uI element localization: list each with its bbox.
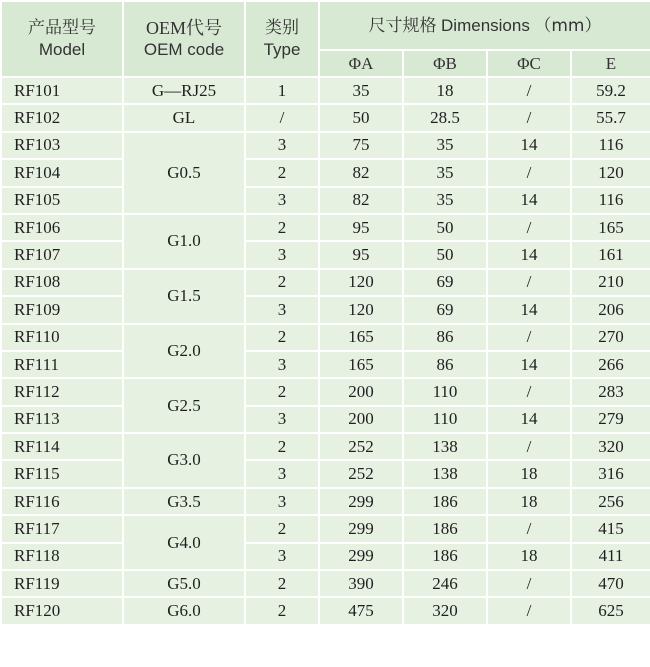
table-row: [1, 241, 650, 268]
cell-phi-b: 138: [403, 433, 487, 460]
cell-type: 1: [245, 77, 319, 104]
cell-model: RF104: [1, 159, 123, 186]
cell-type: 3: [245, 241, 319, 268]
header-type-en: Type: [263, 40, 301, 59]
cell-oem-code: GL: [123, 104, 245, 131]
cell-phi-b: 28.5: [403, 104, 487, 131]
cell-phi-c: /: [487, 159, 571, 186]
cell-oem-code: G1.5: [123, 269, 245, 324]
table-row: [1, 406, 650, 433]
header-model: [1, 1, 123, 77]
cell-e: 625: [571, 597, 650, 624]
cell-model: RF120: [1, 597, 123, 624]
cell-phi-c: 14: [487, 241, 571, 268]
table-row: [1, 132, 650, 159]
cell-phi-a: 82: [319, 187, 403, 214]
cell-phi-a: 165: [319, 324, 403, 351]
cell-phi-a: 120: [319, 296, 403, 323]
cell-model: RF118: [1, 543, 123, 570]
cell-phi-c: /: [487, 570, 571, 597]
cell-model: RF107: [1, 241, 123, 268]
cell-phi-a: 200: [319, 378, 403, 405]
table-row: [1, 488, 650, 515]
table-row: [1, 324, 650, 351]
cell-e: 120: [571, 159, 650, 186]
cell-e: 316: [571, 460, 650, 487]
cell-phi-b: 50: [403, 214, 487, 241]
cell-model: RF119: [1, 570, 123, 597]
cell-type: 3: [245, 187, 319, 214]
cell-phi-c: 14: [487, 132, 571, 159]
table-row: [1, 104, 650, 131]
cell-phi-b: 138: [403, 460, 487, 487]
cell-phi-a: 75: [319, 132, 403, 159]
table-body: [1, 77, 650, 625]
cell-type: 3: [245, 296, 319, 323]
cell-model: RF115: [1, 460, 123, 487]
cell-type: 2: [245, 159, 319, 186]
cell-phi-a: 165: [319, 351, 403, 378]
cell-oem-code: G2.5: [123, 378, 245, 433]
cell-e: 165: [571, 214, 650, 241]
table-row: [1, 214, 650, 241]
cell-model: RF111: [1, 351, 123, 378]
cell-oem-code: G6.0: [123, 597, 245, 624]
header-oem-cn: OEM代号: [146, 18, 222, 38]
cell-phi-b: 186: [403, 515, 487, 542]
cell-type: 3: [245, 406, 319, 433]
cell-phi-c: /: [487, 378, 571, 405]
cell-model: RF108: [1, 269, 123, 296]
cell-model: RF113: [1, 406, 123, 433]
cell-type: 2: [245, 515, 319, 542]
header-dimensions-unit: （mm）: [534, 16, 602, 37]
cell-type: 3: [245, 351, 319, 378]
header-model-cn: 产品型号: [28, 18, 96, 38]
header-type-cn: 类别: [265, 18, 299, 38]
cell-model: RF114: [1, 433, 123, 460]
table-row: [1, 296, 650, 323]
cell-e: 206: [571, 296, 650, 323]
cell-model: RF103: [1, 132, 123, 159]
header-type: [245, 1, 319, 77]
cell-type: /: [245, 104, 319, 131]
cell-phi-c: /: [487, 269, 571, 296]
cell-phi-a: 95: [319, 241, 403, 268]
cell-type: 3: [245, 543, 319, 570]
cell-phi-a: 475: [319, 597, 403, 624]
cell-phi-c: 18: [487, 543, 571, 570]
cell-e: 116: [571, 132, 650, 159]
cell-e: 266: [571, 351, 650, 378]
cell-phi-a: 299: [319, 543, 403, 570]
table-row: [1, 433, 650, 460]
cell-phi-c: 14: [487, 351, 571, 378]
cell-e: 470: [571, 570, 650, 597]
header-oem-en: OEM code: [143, 40, 225, 59]
table-row: [1, 597, 650, 624]
cell-type: 3: [245, 460, 319, 487]
cell-type: 2: [245, 378, 319, 405]
header-phi-a: ΦA: [319, 50, 403, 77]
cell-phi-b: 69: [403, 269, 487, 296]
cell-phi-a: 390: [319, 570, 403, 597]
table-row: [1, 77, 650, 104]
cell-model: RF117: [1, 515, 123, 542]
cell-model: RF105: [1, 187, 123, 214]
cell-e: 55.7: [571, 104, 650, 131]
cell-phi-a: 50: [319, 104, 403, 131]
cell-model: RF106: [1, 214, 123, 241]
cell-phi-c: /: [487, 324, 571, 351]
cell-e: 161: [571, 241, 650, 268]
cell-model: RF112: [1, 378, 123, 405]
cell-type: 3: [245, 132, 319, 159]
header-dimensions: [319, 1, 650, 50]
cell-phi-a: 200: [319, 406, 403, 433]
cell-oem-code: G2.0: [123, 324, 245, 379]
table-row: [1, 570, 650, 597]
cell-model: RF101: [1, 77, 123, 104]
cell-phi-a: 120: [319, 269, 403, 296]
cell-e: 116: [571, 187, 650, 214]
cell-phi-b: 110: [403, 378, 487, 405]
cell-type: 2: [245, 597, 319, 624]
cell-e: 320: [571, 433, 650, 460]
cell-phi-c: /: [487, 214, 571, 241]
cell-phi-a: 35: [319, 77, 403, 104]
cell-e: 256: [571, 488, 650, 515]
cell-phi-b: 35: [403, 132, 487, 159]
cell-phi-b: 246: [403, 570, 487, 597]
header-phi-c: ΦC: [487, 50, 571, 77]
table-row: [1, 187, 650, 214]
table-row: [1, 378, 650, 405]
cell-phi-b: 320: [403, 597, 487, 624]
table-row: [1, 269, 650, 296]
cell-phi-c: 14: [487, 187, 571, 214]
cell-phi-c: /: [487, 104, 571, 131]
cell-type: 2: [245, 269, 319, 296]
cell-phi-c: 14: [487, 296, 571, 323]
cell-phi-c: /: [487, 77, 571, 104]
cell-e: 59.2: [571, 77, 650, 104]
cell-phi-b: 86: [403, 351, 487, 378]
cell-oem-code: G—RJ25: [123, 77, 245, 104]
table-row: [1, 515, 650, 542]
header-dimensions-cn: 尺寸规格: [368, 16, 437, 37]
cell-oem-code: G3.0: [123, 433, 245, 488]
cell-phi-b: 18: [403, 77, 487, 104]
cell-model: RF102: [1, 104, 123, 131]
header-model-en: Model: [38, 40, 86, 59]
header-oem: [123, 1, 245, 77]
cell-oem-code: G3.5: [123, 488, 245, 515]
cell-phi-b: 186: [403, 488, 487, 515]
cell-phi-c: 14: [487, 406, 571, 433]
cell-e: 270: [571, 324, 650, 351]
table-row: [1, 460, 650, 487]
cell-e: 415: [571, 515, 650, 542]
cell-oem-code: G4.0: [123, 515, 245, 570]
cell-type: 2: [245, 214, 319, 241]
cell-type: 3: [245, 488, 319, 515]
cell-phi-b: 35: [403, 187, 487, 214]
cell-e: 210: [571, 269, 650, 296]
cell-phi-b: 86: [403, 324, 487, 351]
cell-type: 2: [245, 570, 319, 597]
cell-phi-a: 299: [319, 488, 403, 515]
cell-phi-b: 50: [403, 241, 487, 268]
header-dimensions-en: Dimensions: [441, 16, 530, 36]
cell-phi-a: 95: [319, 214, 403, 241]
cell-phi-a: 82: [319, 159, 403, 186]
header-phi-b: ΦB: [403, 50, 487, 77]
cell-model: RF109: [1, 296, 123, 323]
cell-type: 2: [245, 433, 319, 460]
cell-phi-a: 299: [319, 515, 403, 542]
cell-phi-c: /: [487, 515, 571, 542]
cell-phi-a: 252: [319, 460, 403, 487]
table-row: [1, 543, 650, 570]
cell-phi-b: 186: [403, 543, 487, 570]
cell-e: 279: [571, 406, 650, 433]
cell-model: RF116: [1, 488, 123, 515]
cell-type: 2: [245, 324, 319, 351]
cell-phi-c: /: [487, 597, 571, 624]
cell-oem-code: G0.5: [123, 132, 245, 214]
table-row: [1, 351, 650, 378]
cell-oem-code: G1.0: [123, 214, 245, 269]
cell-phi-a: 252: [319, 433, 403, 460]
cell-e: 283: [571, 378, 650, 405]
cell-phi-c: 18: [487, 488, 571, 515]
cell-phi-c: /: [487, 433, 571, 460]
header-e: E: [571, 50, 650, 77]
cell-e: 411: [571, 543, 650, 570]
cell-phi-b: 69: [403, 296, 487, 323]
table-header: [1, 1, 650, 77]
cell-phi-b: 110: [403, 406, 487, 433]
cell-phi-b: 35: [403, 159, 487, 186]
cell-model: RF110: [1, 324, 123, 351]
table-row: [1, 159, 650, 186]
cell-oem-code: G5.0: [123, 570, 245, 597]
cell-phi-c: 18: [487, 460, 571, 487]
